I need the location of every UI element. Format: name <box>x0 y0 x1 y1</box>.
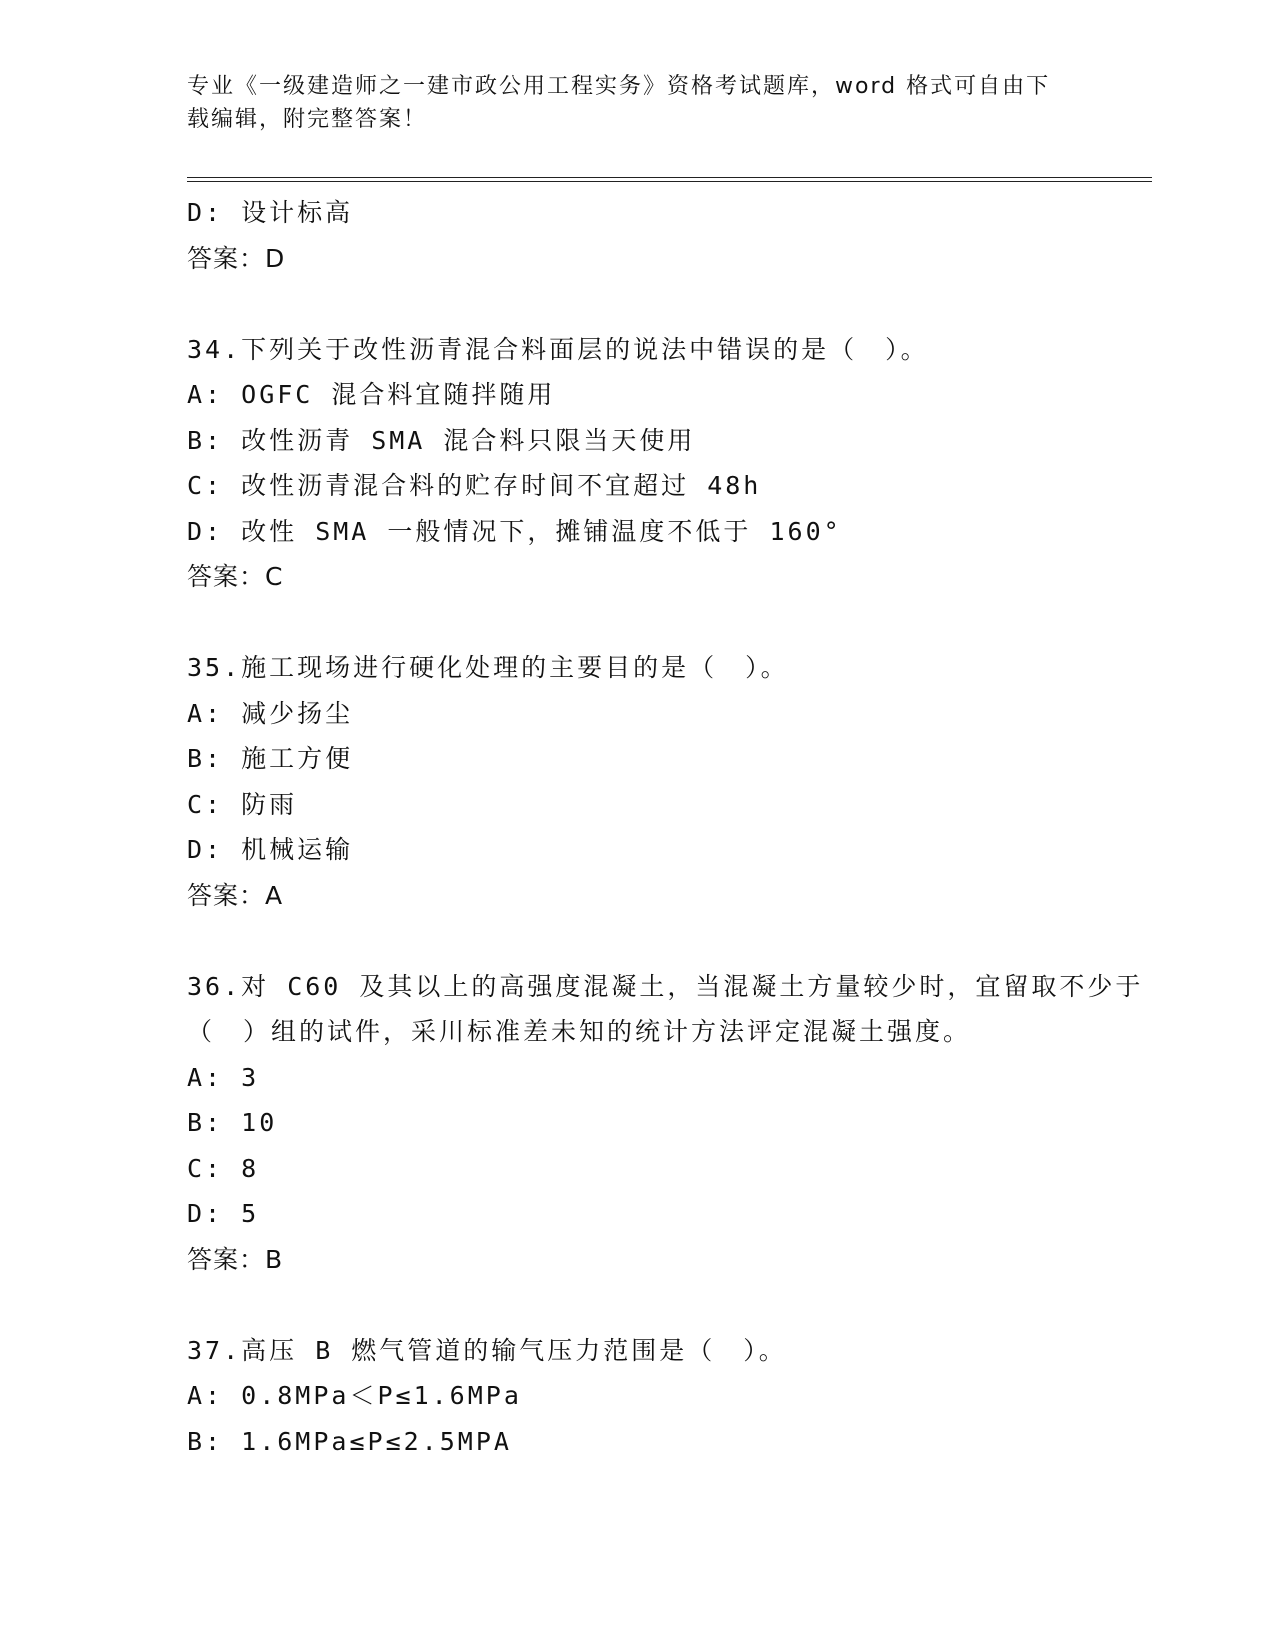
prev-option-d: D: 设计标高 <box>187 198 354 227</box>
header-divider-thick <box>187 181 1152 182</box>
spacer <box>187 1282 1152 1328</box>
question-37-stem: 37.高压 B 燃气管道的输气压力范围是（ ）。 <box>187 1335 787 1365</box>
question-36-stem: 36.对 C60 及其以上的高强度混凝土，当混凝土方量较少时，宜留取不少于（ ）组的试件，采川标准差未知的统计方法评定混凝土强度。 <box>187 971 1144 1046</box>
header-line-1: 专业《一级建造师之一建市政公用工程实务》资格考试题库，word 格式可自由下 <box>187 74 1051 99</box>
question-34-option-a: A: OGFC 混合料宜随拌随用 <box>187 380 556 409</box>
question-36-option-c: C: 8 <box>187 1153 260 1183</box>
question-35-answer: 答案：A <box>187 880 284 910</box>
spacer <box>187 281 1152 327</box>
spacer <box>187 600 1152 646</box>
question-36-option-b: B: 10 <box>187 1108 278 1137</box>
question-35-option-b: B: 施工方便 <box>187 744 354 773</box>
question-34-answer: 答案：C <box>187 562 284 591</box>
prev-answer: 答案：D <box>187 243 286 273</box>
question-36-option-d: D: 5 <box>187 1199 260 1228</box>
question-34-option-c: C: 改性沥青混合料的贮存时间不宜超过 48h <box>187 471 762 500</box>
question-34-option-d: D: 改性 SMA 一般情况下，摊铺温度不低于 160° <box>187 516 842 546</box>
question-37-option-b: B: 1.6MPa≤P≤2.5MPA <box>187 1426 512 1456</box>
header-divider-thin <box>187 177 1152 178</box>
question-35-option-a: A: 减少扬尘 <box>187 698 354 728</box>
question-34-option-b: B: 改性沥青 SMA 混合料只限当天使用 <box>187 425 696 455</box>
question-36-answer: 答案：B <box>187 1244 284 1274</box>
question-34-stem: 34.下列关于改性沥青混合料面层的说法中错误的是（ ）。 <box>187 334 929 364</box>
question-35-stem: 35.施工现场进行硬化处理的主要目的是（ ）。 <box>187 653 789 682</box>
question-36-option-a: A: 3 <box>187 1062 260 1092</box>
document-header <box>187 70 1087 136</box>
header-line-2: 载编辑，附完整答案！ <box>187 107 428 132</box>
spacer <box>187 918 1152 964</box>
question-37-option-a: A: 0.8MPa＜P≤1.6MPa <box>187 1381 522 1410</box>
question-35-option-d: D: 机械运输 <box>187 835 354 864</box>
question-35-option-c: C: 防雨 <box>187 789 298 819</box>
question-list <box>187 190 1152 1464</box>
